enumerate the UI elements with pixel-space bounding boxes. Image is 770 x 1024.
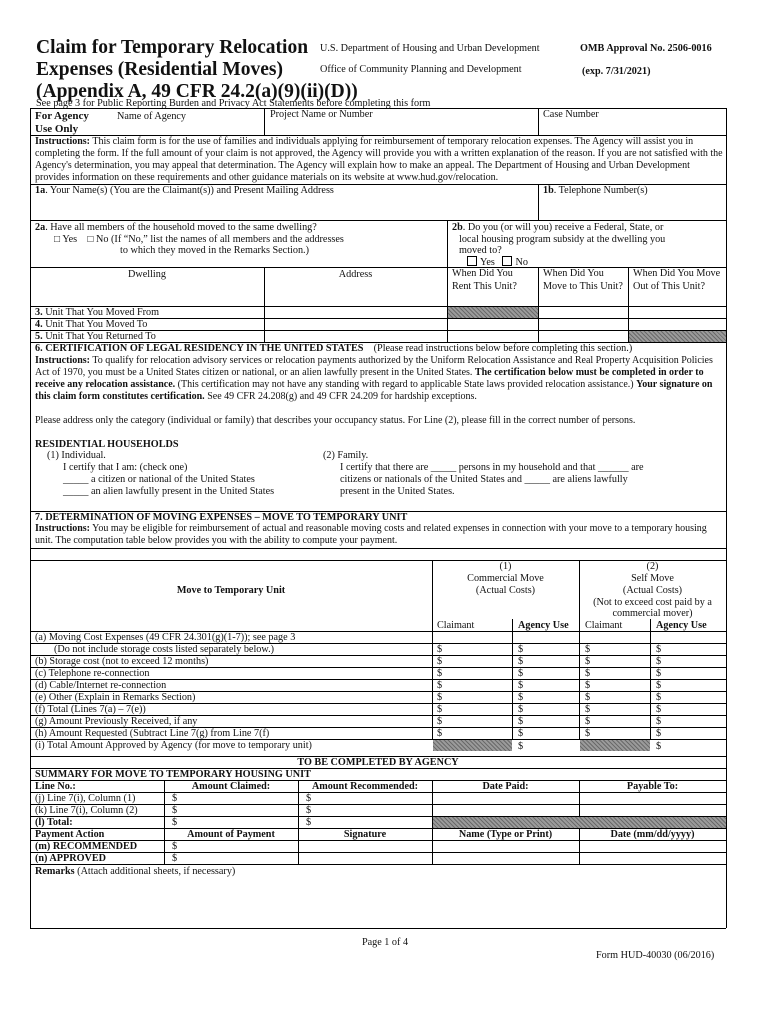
amount-field[interactable]: $ (656, 716, 662, 727)
self-move-note2: commercial mover) (612, 608, 693, 619)
self-move-number: (2) (646, 561, 659, 572)
agency-use-col1-header: Agency Use (518, 620, 569, 631)
commercial-move-subheader: (Actual Costs) (475, 585, 536, 596)
amount-recommended-header: Amount Recommended: (311, 781, 419, 792)
family-persons-field[interactable]: I certify that there are _____ persons in my household and that ______ are (340, 462, 644, 473)
expense-row-e: (e) Other (Explain in Remarks Section) (35, 692, 196, 703)
line-no-header: Line No.: (35, 781, 76, 792)
household-same-dwelling-question: 2a. Have all members of the household moved to the same dwelling? (35, 222, 317, 233)
subsidy-question-line3: moved to? (459, 245, 502, 256)
amount-field[interactable]: $ (306, 817, 312, 828)
claimant-col2-header: Claimant (585, 620, 623, 631)
no-checkbox[interactable]: □ No (If “No,” list the names of all members and the addresses (87, 234, 344, 245)
page-number: Page 1 of 4 (361, 937, 409, 948)
expense-row-g: (g) Amount Previously Received, if any (35, 716, 198, 727)
form-title-line3: (Appendix A, 49 CFR 24.2(a)(9)(ii)(D)) (36, 81, 358, 102)
for-agency-use-label: For Agency Use Only (35, 110, 89, 135)
office-name: Office of Community Planning and Development (320, 64, 522, 75)
section7-heading: 7. DETERMINATION OF MOVING EXPENSES – MOVE TO TEMPORARY UNIT (35, 512, 408, 523)
amount-field[interactable]: $ (585, 668, 591, 679)
line-j-label: (j) Line 7(i), Column (1) (35, 793, 136, 804)
case-number-field[interactable]: Case Number (543, 109, 599, 120)
agency-use-col2-header: Agency Use (656, 620, 707, 631)
amount-field[interactable]: $ (437, 728, 443, 739)
amount-field[interactable]: $ (656, 741, 662, 752)
expense-row-c: (c) Telephone re-connection (35, 668, 150, 679)
expiration-date: (exp. 7/31/2021) (582, 66, 651, 77)
subsidy-no-checkbox[interactable]: No (502, 257, 527, 268)
amount-field[interactable]: $ (306, 805, 312, 816)
dwelling-row-returned-to[interactable]: 5. Unit That You Returned To (35, 331, 156, 342)
self-move-note1: (Not to exceed cost paid by a (593, 597, 712, 608)
self-move-header: Self Move (631, 573, 674, 584)
amount-claimed-header: Amount Claimed: (191, 781, 271, 792)
expense-row-a-note: (Do not include storage costs listed separately below.) (54, 644, 275, 655)
self-move-subheader: (Actual Costs) (622, 585, 683, 596)
move-to-temp-unit-title: Move to Temporary Unit (176, 585, 286, 596)
amount-field[interactable]: $ (585, 716, 591, 727)
amount-field[interactable]: $ (437, 716, 443, 727)
amount-field[interactable]: $ (656, 644, 662, 655)
department-name: U.S. Department of Housing and Urban Development (320, 43, 540, 54)
amount-field[interactable]: $ (172, 793, 178, 804)
citizen-option[interactable]: _____ a citizen or national of the United States (63, 474, 255, 485)
claimant-name-address-field[interactable]: 1a. Your Name(s) (You are the Claimant(s)) and Present Mailing Address (35, 185, 334, 196)
shaded-cell (448, 307, 538, 318)
amount-field[interactable]: $ (172, 817, 178, 828)
section6-instructions: Instructions: To qualify for relocation advisory services or relocation payments authorized by the Uniform Relocation Assistance and Real Property Acquisition Policies Act of 1970, you must be a United States citizen or national, or an alien lawfully present in the United States. The certification below must be completed in order to receive any relocation assistance. (This certification may not have any standing with regard to applicable State laws provided relocation assistance.) Your signature on this claim form constitutes certification. See 49 CFR 24.208(g) and 49 CFR 24.209 for hardship exceptions. (35, 355, 713, 402)
form-id: Form HUD-40030 (06/2016) (596, 950, 715, 961)
signature-header: Signature (343, 829, 387, 840)
summary-heading: SUMMARY FOR MOVE TO TEMPORARY HOUSING UNIT (35, 769, 311, 780)
amount-field[interactable]: $ (585, 680, 591, 691)
alien-option[interactable]: _____ an alien lawfully present in the United States (63, 486, 275, 497)
amount-field[interactable]: $ (656, 656, 662, 667)
section6-heading: 6. CERTIFICATION OF LEGAL RESIDENCY IN THE UNITED STATES (Please read instructions below before completing this section.) (35, 343, 633, 354)
category-note: Please address only the category (individual or family) that describes your occupancy status. For Line (2), please fill in the correct number of persons. (35, 415, 636, 426)
amount-field[interactable]: $ (306, 793, 312, 804)
family-label: (2) Family. (323, 450, 369, 461)
amount-field[interactable]: $ (518, 728, 524, 739)
subsidy-question: 2b. Do you (or will you) receive a Federal, State, or (452, 222, 664, 233)
line-k-label: (k) Line 7(i), Column (2) (35, 805, 138, 816)
payment-action-header: Payment Action (35, 829, 105, 840)
commercial-move-header: Commercial Move (467, 573, 544, 584)
agency-completion-heading: TO BE COMPLETED BY AGENCY (297, 757, 459, 768)
expense-row-b: (b) Storage cost (not to exceed 12 months) (35, 656, 209, 667)
amount-field[interactable]: $ (518, 656, 524, 667)
individual-certify: I certify that I am: (check one) (63, 462, 188, 473)
shaded-cell (629, 331, 726, 342)
recommended-label: (m) RECOMMENDED (35, 841, 138, 852)
amount-field[interactable]: $ (518, 716, 524, 727)
date-header: Date (mm/dd/yyyy) (610, 829, 695, 840)
amount-field[interactable]: $ (518, 692, 524, 703)
subsidy-yes-checkbox[interactable]: Yes (467, 257, 495, 268)
dwelling-row-moved-to[interactable]: 4. Unit That You Moved To (35, 319, 148, 330)
remarks-field[interactable]: Remarks (Attach additional sheets, if necessary) (35, 866, 236, 877)
date-paid-header: Date Paid: (482, 781, 529, 792)
expense-row-i: (i) Total Amount Approved by Agency (for move to temporary unit) (35, 740, 312, 751)
move-in-date-column-header: When Did You Move to This Unit? (543, 268, 623, 292)
address-column-header: Address (338, 269, 373, 280)
amount-field[interactable]: $ (437, 668, 443, 679)
name-print-header: Name (Type or Print) (458, 829, 553, 840)
omb-approval: OMB Approval No. 2506-0016 (580, 43, 712, 54)
section7-instructions: Instructions: You may be eligible for reimbursement of actual and reasonable moving costs and related expenses in connection with your move to a temporary housing unit. The computation table below provides you with the ability to compute your payment. (35, 523, 707, 546)
family-citizens-field[interactable]: citizens or nationals of the United States and _____ are aliens lawfully (340, 474, 628, 485)
amount-field[interactable]: $ (172, 805, 178, 816)
amount-field[interactable]: $ (656, 704, 662, 715)
line-l-label: (l) Total: (35, 817, 73, 828)
yes-checkbox[interactable]: □ Yes (54, 234, 78, 245)
shaded-cell (580, 740, 650, 751)
form-title-line2: Expenses (Residential Moves) (36, 59, 283, 80)
amount-field[interactable]: $ (518, 668, 524, 679)
amount-field[interactable]: $ (585, 644, 591, 655)
amount-field[interactable]: $ (585, 692, 591, 703)
residential-households-heading: RESIDENTIAL HOUSEHOLDS (35, 439, 179, 450)
amount-field[interactable]: $ (518, 741, 524, 752)
expense-row-h: (h) Amount Requested (Subtract Line 7(g) from Line 7(f) (35, 728, 270, 739)
amount-field[interactable]: $ (656, 692, 662, 703)
expense-row-d: (d) Cable/Internet re-connection (35, 680, 167, 691)
claimant-col1-header: Claimant (437, 620, 475, 631)
amount-field[interactable]: $ (437, 680, 443, 691)
approved-label: (n) APPROVED (35, 853, 107, 864)
payable-to-header: Payable To: (626, 781, 679, 792)
amount-field[interactable]: $ (656, 668, 662, 679)
amount-field[interactable]: $ (437, 704, 443, 715)
subsidy-question-line2: local housing program subsidy at the dwelling you (459, 234, 666, 245)
amount-of-payment-header: Amount of Payment (187, 829, 275, 840)
shaded-cell (433, 817, 726, 828)
dwelling-row-moved-from[interactable]: 3. Unit That You Moved From (35, 307, 160, 318)
amount-field[interactable]: $ (656, 680, 662, 691)
shaded-cell (433, 740, 512, 751)
move-out-date-column-header: When Did You Move Out of This Unit? (633, 268, 721, 292)
rent-date-column-header: When Did You Rent This Unit? (452, 268, 517, 292)
agency-name-field[interactable]: Name of Agency (117, 111, 187, 122)
burden-note: See page 3 for Public Reporting Burden and Privacy Act Statements before completing this form (36, 98, 431, 109)
amount-field[interactable]: $ (518, 680, 524, 691)
amount-field[interactable]: $ (585, 656, 591, 667)
telephone-number-field[interactable]: 1b. Telephone Number(s) (543, 185, 648, 196)
amount-field[interactable]: $ (172, 841, 178, 852)
amount-field[interactable]: $ (518, 704, 524, 715)
commercial-move-number: (1) (499, 561, 512, 572)
amount-field[interactable]: $ (656, 728, 662, 739)
individual-label: (1) Individual. (47, 450, 106, 461)
expense-row-f: (f) Total (Lines 7(a) – 7(e)) (35, 704, 146, 715)
expense-row-a: (a) Moving Cost Expenses (49 CFR 24.301(g)(1-7)); see page 3 (35, 632, 296, 643)
amount-field[interactable]: $ (585, 728, 591, 739)
amount-field[interactable]: $ (437, 656, 443, 667)
amount-field[interactable]: $ (172, 853, 178, 864)
amount-field[interactable]: $ (585, 704, 591, 715)
project-name-field[interactable]: Project Name or Number (270, 109, 373, 120)
amount-field[interactable]: $ (437, 644, 443, 655)
instructions-block: Instructions: This claim form is for the use of families and individuals applying for reimbursement of temporary relocation expenses. The Agency will assist you in completing the form. If the full amount of your claim is not approved, the Agency will provide you with a written explanation of the reason. If you are not satisfied with the Agency's determination, you may appeal that determination. The Agency will explain how to make an appeal. The Department of Housing and Urban Development provides information on these requirements and other guidance materials on its website at www.hud.gov/relocation. (35, 136, 723, 183)
amount-field[interactable]: $ (518, 644, 524, 655)
family-line3: present in the United States. (340, 486, 455, 497)
household-no-note: to which they moved in the Remarks Section.) (120, 245, 309, 256)
amount-field[interactable]: $ (437, 692, 443, 703)
dwelling-column-header: Dwelling (128, 269, 166, 280)
form-title-line1: Claim for Temporary Relocation (36, 37, 309, 58)
